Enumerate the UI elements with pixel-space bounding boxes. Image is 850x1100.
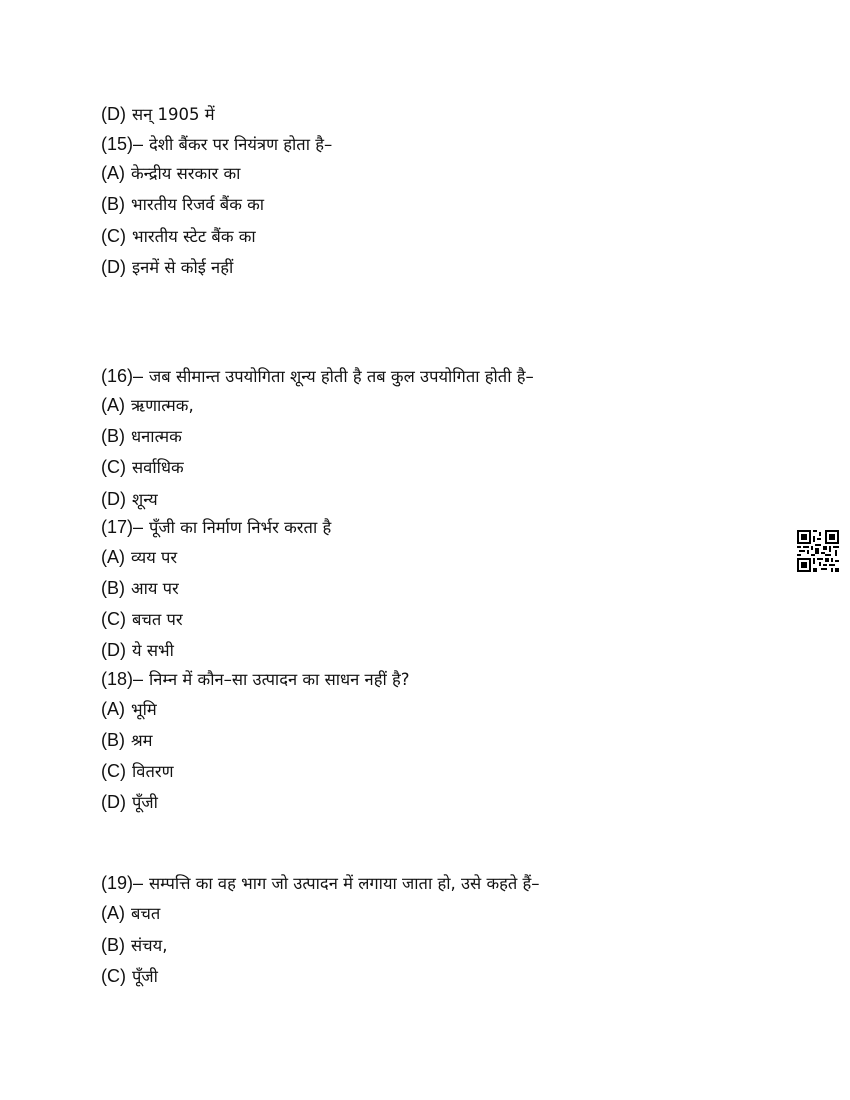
option-label: (A) [101, 395, 125, 415]
option-label: (B) [101, 730, 125, 750]
option-text: पूँजी [132, 793, 158, 812]
question-number: (17)– [101, 517, 144, 537]
option-line [101, 103, 215, 126]
option-text: सन् 1905 में [132, 105, 215, 124]
option-text: भारतीय स्टेट बैंक का [132, 227, 256, 246]
option-text: धनात्मक [131, 427, 182, 446]
option-line [101, 902, 160, 925]
question-text: निम्न में कौन–सा उत्पादन का साधन नहीं है? [149, 670, 410, 689]
option-text: बचत [131, 904, 161, 923]
option-line [101, 577, 179, 600]
option-line [101, 225, 256, 248]
qr-code-icon [797, 530, 839, 572]
option-line [101, 488, 158, 511]
option-text: शून्य [132, 490, 158, 509]
option-line [101, 608, 183, 631]
option-label: (B) [101, 578, 125, 598]
option-text: ये सभी [132, 641, 174, 660]
option-label: (C) [101, 457, 126, 477]
option-label: (A) [101, 163, 125, 183]
option-line [101, 256, 233, 279]
option-label: (B) [101, 426, 125, 446]
option-text: सर्वाधिक [132, 458, 184, 477]
question-line [101, 872, 540, 895]
option-label: (D) [101, 257, 126, 277]
option-text: व्यय पर [131, 548, 178, 567]
question-line [101, 133, 332, 156]
option-line [101, 965, 158, 988]
option-line [101, 162, 240, 185]
option-label: (C) [101, 609, 126, 629]
option-text: पूँजी [132, 967, 158, 986]
option-text: बचत पर [132, 610, 183, 629]
option-line [101, 760, 174, 783]
option-label: (D) [101, 104, 126, 124]
option-label: (D) [101, 792, 126, 812]
question-line [101, 668, 410, 691]
option-text: ऋणात्मक, [131, 396, 194, 415]
question-line [101, 365, 534, 388]
option-label: (D) [101, 640, 126, 660]
option-text: आय पर [131, 579, 179, 598]
option-line [101, 934, 167, 957]
option-line [101, 456, 184, 479]
option-line [101, 193, 264, 216]
option-text: संचय, [131, 936, 168, 955]
option-line [101, 639, 174, 662]
option-label: (A) [101, 699, 125, 719]
option-text: इनमें से कोई नहीं [132, 258, 234, 277]
question-text: सम्पत्ति का वह भाग जो उत्पादन में लगाया जाता हो, उसे कहते हैं– [149, 874, 540, 893]
option-label: (A) [101, 903, 125, 923]
option-text: केन्द्रीय सरकार का [131, 164, 241, 183]
option-text: भूमि [131, 700, 157, 719]
question-number: (19)– [101, 873, 144, 893]
question-text: देशी बैंकर पर नियंत्रण होता है– [149, 135, 333, 154]
question-text: पूँजी का निर्माण निर्भर करता है [149, 518, 332, 537]
question-number: (16)– [101, 366, 144, 386]
option-label: (B) [101, 194, 125, 214]
option-line [101, 791, 158, 814]
option-text: भारतीय रिजर्व बैंक का [131, 195, 265, 214]
question-number: (15)– [101, 134, 144, 154]
option-label: (B) [101, 935, 125, 955]
option-label: (A) [101, 547, 125, 567]
question-line [101, 516, 331, 539]
option-text: वितरण [132, 762, 174, 781]
option-line [101, 698, 157, 721]
option-label: (C) [101, 761, 126, 781]
option-label: (D) [101, 489, 126, 509]
option-line [101, 546, 177, 569]
option-text: श्रम [131, 731, 153, 750]
question-text: जब सीमान्त उपयोगिता शून्य होती है तब कुल उपयोगिता होती है– [149, 367, 534, 386]
option-line [101, 394, 194, 417]
option-line [101, 729, 153, 752]
option-label: (C) [101, 966, 126, 986]
option-line [101, 425, 182, 448]
option-label: (C) [101, 226, 126, 246]
question-number: (18)– [101, 669, 144, 689]
